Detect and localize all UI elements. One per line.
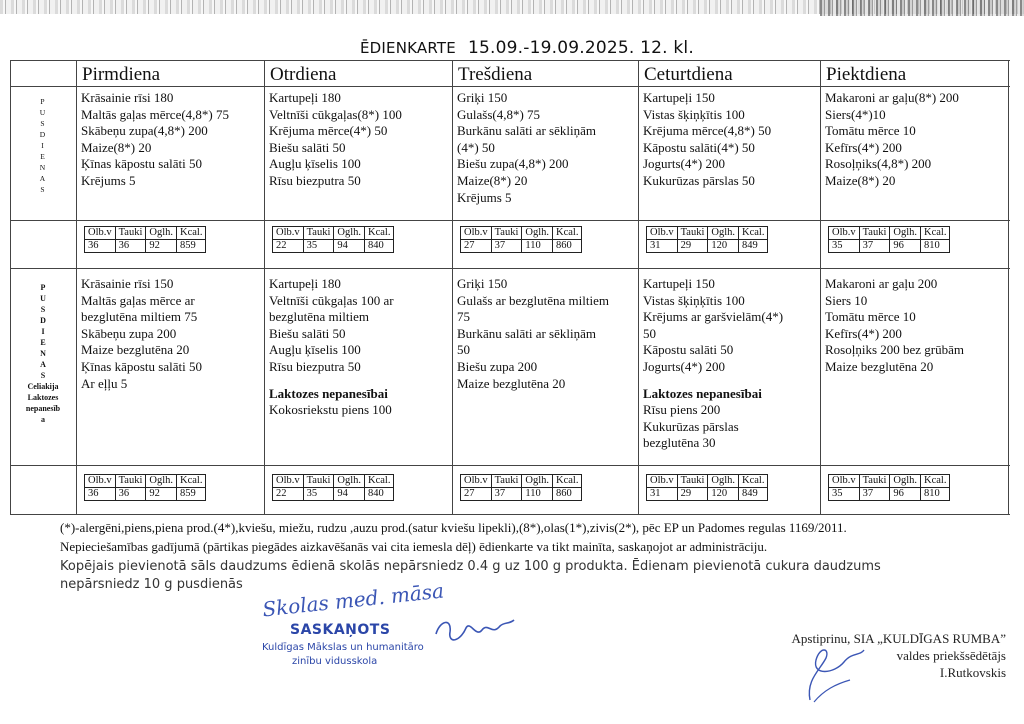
menu-item: bezglutēna miltiem 75 [81, 309, 198, 325]
nutrition-header: Olb.v [273, 475, 304, 488]
approval-line: Apstiprinu, SIA „KULDĪGAS RUMBA” [791, 631, 1006, 646]
salt-note-line-1: Kopējais pievienotā sāls daudzums ēdienā skolās nepārsniedz 0.4 g uz 100 g produkta. Ēdienam pievienotā cukura daudzums [60, 559, 881, 574]
day-header: Ceturtdiena [644, 64, 733, 85]
nutrition-header: Tauki [491, 475, 522, 488]
side-letter: S [40, 119, 46, 128]
menu-item: Krāsainie rīsi 150 [81, 276, 174, 291]
menu-item: Vistas šķiņķītis 100 [643, 106, 745, 122]
nutrition-value: 37 [491, 488, 522, 501]
allergen-footnote: (*)-alergēni,piens,piena prod.(4*),kviešu, miežu, rudzu ,auzu prod.(satur kviešu lipekli),(8*),olas(1*),zivis(2*), pēc EP un Padomes regulas 1169/2011. [60, 520, 847, 535]
menu-item: Maize(8*) 20 [81, 139, 152, 155]
menu-item: Skābeņu zupa 200 [81, 325, 177, 341]
grid-line [452, 60, 453, 515]
nutrition-header: Olb.v [85, 227, 116, 240]
side-letter: A [40, 360, 46, 369]
nutrition-header: Tauki [677, 227, 708, 240]
menu-item: Veltnīši cūkgaļas 100 ar [269, 292, 394, 308]
approval-stamp-title: SASKAŅOTS [290, 622, 391, 638]
menu-item: Kukurūzas pārslas 50 [643, 172, 755, 188]
nutrition-header: Olb.v [85, 475, 116, 488]
side-letter: P [40, 283, 46, 292]
menu-item: Kāpostu salāti(4*) 50 [643, 139, 755, 155]
nutrition-header: Kcal. [553, 475, 582, 488]
menu-item: Gulašs(4,8*) 75 [457, 106, 541, 122]
nutrition-value: 35 [303, 488, 334, 501]
menu-item: Tomātu mērce 10 [825, 123, 916, 139]
menu-item: Siers 10 [825, 292, 868, 308]
nutrition-value: 36 [85, 240, 116, 253]
side-letter: N [39, 163, 47, 172]
menu-item: Veltnīši cūkgaļas(8*) 100 [269, 106, 402, 122]
menu-item: Ar eļļu 5 [81, 375, 128, 391]
menu-item: Kartupeļi 180 [269, 276, 341, 291]
nutrition-header: Tauki [491, 227, 522, 240]
menu-item: Kartupeļi 150 [643, 276, 715, 291]
nutrition-value: 92 [146, 240, 177, 253]
menu-item: Krējuma mērce(4*) 50 [269, 123, 388, 139]
nutrition-header: Kcal. [739, 475, 768, 488]
nutrition-value: 840 [365, 488, 394, 501]
menu-item: Rosoļņiks(4,8*) 200 [825, 156, 932, 172]
nutrition-value: 94 [334, 240, 365, 253]
side-letter: N [40, 349, 46, 358]
nutrition-value: 35 [829, 488, 860, 501]
diet-menu [457, 276, 609, 392]
stamp-school-line-2: zinību vidusskola [292, 656, 378, 667]
nutrition-value: 120 [708, 488, 739, 501]
menu-item: 50 [457, 342, 470, 358]
title-text: ĒDIENKARTE [360, 39, 456, 57]
menu-item: Ķīnas kāpostu salāti 50 [81, 156, 202, 172]
nutrition-header: Oglh. [708, 475, 739, 488]
nutrition-header: Oglh. [334, 227, 365, 240]
grid-line [10, 268, 1010, 269]
day-header: Otrdiena [270, 64, 337, 85]
nutrition-value: 31 [647, 488, 678, 501]
menu-item: Krējums 5 [81, 172, 136, 188]
regular-menu [643, 90, 771, 190]
grid-line [820, 60, 821, 515]
nutrition-header: Olb.v [461, 227, 492, 240]
nutrition-table [828, 226, 950, 253]
diet-menu [825, 276, 964, 376]
side-diet-word: Laktozes [27, 393, 59, 402]
menu-item: Maize bezglutēna 20 [457, 375, 566, 391]
nutrition-value: 35 [303, 240, 334, 253]
side-letter: I [41, 327, 45, 336]
lactose-note-item: Kokosriekstu piens 100 [269, 402, 392, 418]
nutrition-header: Kcal. [365, 227, 394, 240]
diet-nutrition-table [84, 474, 206, 501]
menu-item: bezglutēna miltiem [269, 309, 369, 325]
regular-menu [825, 90, 959, 190]
menu-item: Maize(8*) 20 [825, 172, 896, 188]
nutrition-value: 22 [273, 488, 304, 501]
side-letter: E [40, 338, 46, 347]
nutrition-value: 31 [647, 240, 678, 253]
side-letter: E [40, 152, 46, 161]
nutrition-value: 37 [859, 240, 890, 253]
diet-nutrition-table [646, 474, 768, 501]
nutrition-value: 860 [553, 240, 582, 253]
nutrition-header: Olb.v [647, 227, 678, 240]
diet-nutrition-table [272, 474, 394, 501]
nutrition-value: 859 [177, 240, 206, 253]
menu-item: Krējuma mērce(4,8*) 50 [643, 123, 772, 139]
nutrition-value: 94 [334, 488, 365, 501]
nutrition-header: Olb.v [461, 475, 492, 488]
nutrition-header: Olb.v [273, 227, 304, 240]
nutrition-value: 37 [491, 240, 522, 253]
nutrition-header: Kcal. [365, 475, 394, 488]
menu-item: Vistas šķiņķītis 100 [643, 292, 745, 308]
menu-item: Jogurts(4*) 200 [643, 156, 725, 172]
diet-menu [269, 276, 394, 419]
nutrition-value: 37 [859, 488, 890, 501]
menu-item: Augļu ķīselis 100 [269, 342, 361, 358]
nutrition-header: Tauki [677, 475, 708, 488]
menu-item: Ķīnas kāpostu salāti 50 [81, 358, 202, 374]
menu-grid [10, 60, 1010, 515]
nutrition-value: 860 [553, 488, 582, 501]
side-letter: S [40, 185, 46, 194]
lactose-note-title: Laktozes nepanesībai [269, 385, 388, 401]
title-dates: 15.09.-19.09.2025. 12. kl. [467, 38, 694, 58]
stamp-school-line-1: Kuldīgas Mākslas un humanitāro [262, 642, 424, 653]
menu-item: (4*) 50 [457, 139, 495, 155]
nutrition-value: 36 [115, 240, 146, 253]
side-label-lunch [10, 96, 76, 195]
nutrition-value: 29 [677, 488, 708, 501]
approval-line: I.Rutkovskis [939, 665, 1006, 680]
menu-item: Kefīrs(4*) 200 [825, 139, 902, 155]
nutrition-value: 29 [677, 240, 708, 253]
regular-menu [81, 90, 229, 190]
lactose-note-item: bezglutēna 30 [643, 435, 716, 451]
menu-item: Burkānu salāti ar sēkliņām [457, 123, 596, 139]
day-header: Trešdiena [458, 64, 533, 85]
diet-nutrition-table [460, 474, 582, 501]
approval-line: valdes priekšsēdētājs [896, 648, 1006, 663]
nutrition-value: 92 [146, 488, 177, 501]
side-letter: P [40, 97, 46, 106]
menu-item: 50 [643, 325, 656, 341]
grid-line [10, 465, 1010, 466]
side-letter: D [39, 130, 47, 139]
side-label-diet-lunch [10, 282, 76, 425]
grid-line [10, 60, 1010, 61]
menu-item: Krējums 5 [457, 189, 512, 205]
side-letter: I [41, 141, 45, 150]
menu-item: Tomātu mērce 10 [825, 309, 916, 325]
nutrition-value: 120 [708, 240, 739, 253]
nutrition-table [460, 226, 582, 253]
nutrition-header: Tauki [115, 227, 146, 240]
menu-item: Jogurts(4*) 200 [643, 358, 725, 374]
nutrition-value: 810 [921, 240, 950, 253]
menu-item: Biešu salāti 50 [269, 325, 346, 341]
grid-line [10, 514, 1010, 515]
salt-note-line-2: nepārsniedz 10 g pusdienās [60, 577, 243, 592]
nutrition-header: Olb.v [829, 475, 860, 488]
nutrition-header: Kcal. [553, 227, 582, 240]
nutrition-header: Tauki [303, 475, 334, 488]
side-letter: S [40, 371, 46, 380]
nutrition-header: Kcal. [921, 227, 950, 240]
side-letter: U [39, 108, 47, 117]
nutrition-header: Oglh. [708, 227, 739, 240]
side-letter: A [39, 174, 47, 183]
menu-item: Rīsu biezputra 50 [269, 172, 361, 188]
menu-item: 75 [457, 309, 470, 325]
nutrition-value: 849 [739, 240, 768, 253]
menu-item: Griķi 150 [457, 276, 508, 291]
menu-item: Makaroni ar gaļu(8*) 200 [825, 90, 959, 105]
menu-item: Maize(8*) 20 [457, 172, 528, 188]
scan-artifact-dark [820, 0, 1024, 16]
nutrition-value: 840 [365, 240, 394, 253]
diet-menu [643, 276, 783, 452]
menu-item: Griķi 150 [457, 90, 508, 105]
menu-item: Makaroni ar gaļu 200 [825, 276, 938, 291]
menu-item: Kartupeļi 150 [643, 90, 715, 105]
approval-block [746, 630, 1006, 681]
grid-line [10, 86, 1010, 87]
nutrition-header: Oglh. [890, 227, 921, 240]
nutrition-table [84, 226, 206, 253]
nutrition-header: Oglh. [146, 227, 177, 240]
nutrition-value: 110 [522, 488, 553, 501]
nutrition-header: Oglh. [522, 227, 553, 240]
menu-item: Skābeņu zupa(4,8*) 200 [81, 123, 208, 139]
side-diet-word: Celiakija [27, 382, 59, 391]
menu-item: Burkānu salāti ar sēkliņām [457, 325, 596, 341]
side-letter: U [40, 294, 46, 303]
day-header: Piektdiena [826, 64, 907, 85]
grid-line [10, 220, 1010, 221]
grid-line [76, 60, 77, 515]
menu-item: Kāpostu salāti 50 [643, 342, 734, 358]
nutrition-value: 22 [273, 240, 304, 253]
nutrition-header: Oglh. [522, 475, 553, 488]
menu-item: Augļu ķīselis 100 [269, 156, 361, 172]
menu-item: Biešu zupa(4,8*) 200 [457, 156, 569, 172]
menu-item: Maize bezglutēna 20 [81, 342, 190, 358]
menu-item: Rīsu biezputra 50 [269, 358, 361, 374]
menu-item: Siers(4*)10 [825, 106, 886, 122]
menu-item: Gulašs ar bezglutēna miltiem [457, 292, 609, 308]
regular-menu [457, 90, 596, 206]
nutrition-header: Tauki [115, 475, 146, 488]
menu-item: Maize bezglutēna 20 [825, 358, 934, 374]
menu-item: Biešu zupa 200 [457, 358, 538, 374]
menu-item: Rosoļņiks 200 bez grūbām [825, 342, 965, 358]
nurse-signature-icon [430, 612, 520, 652]
menu-item: Maltās gaļas mērce(4,8*) 75 [81, 106, 230, 122]
nutrition-header: Olb.v [829, 227, 860, 240]
side-letter: S [40, 305, 46, 314]
grid-line [638, 60, 639, 515]
menu-item: Maltās gaļas mērce ar [81, 292, 195, 308]
nutrition-value: 27 [461, 488, 492, 501]
nutrition-value: 110 [522, 240, 553, 253]
nutrition-header: Kcal. [177, 227, 206, 240]
side-diet-word: a [41, 415, 45, 424]
nutrition-header: Tauki [859, 227, 890, 240]
lactose-note-item: Rīsu piens 200 [643, 402, 721, 418]
grid-line [264, 60, 265, 515]
nutrition-table [272, 226, 394, 253]
nutrition-value: 36 [85, 488, 116, 501]
nutrition-value: 27 [461, 240, 492, 253]
diet-nutrition-table [828, 474, 950, 501]
side-diet-word: nepanesīb [25, 404, 61, 413]
nutrition-value: 96 [890, 488, 921, 501]
nutrition-value: 96 [890, 240, 921, 253]
nutrition-header: Tauki [303, 227, 334, 240]
menu-item: Kefīrs(4*) 200 [825, 325, 902, 341]
nutrition-table [646, 226, 768, 253]
nutrition-header: Oglh. [334, 475, 365, 488]
menu-item: Biešu salāti 50 [269, 139, 346, 155]
page-title [360, 38, 720, 58]
menu-item: Krāsainie rīsi 180 [81, 90, 174, 105]
nutrition-header: Tauki [859, 475, 890, 488]
nutrition-value: 859 [177, 488, 206, 501]
regular-menu [269, 90, 402, 190]
nutrition-header: Oglh. [890, 475, 921, 488]
change-footnote: Nepieciešamības gadījumā (pārtikas piegādes aizkavēšanās vai cita iemesla dēļ) ēdienkarte va tikt mainīta, saskaņojot ar administrāciju. [60, 539, 768, 554]
nutrition-value: 36 [115, 488, 146, 501]
nutrition-header: Kcal. [177, 475, 206, 488]
menu-item: Kartupeļi 180 [269, 90, 341, 105]
nutrition-value: 35 [829, 240, 860, 253]
menu-item: Krējums ar garšvielām(4*) [643, 309, 784, 325]
side-letter: D [40, 316, 46, 325]
lactose-note-item: Kukurūzas pārslas [643, 418, 739, 434]
diet-menu [81, 276, 202, 392]
nutrition-header: Olb.v [647, 475, 678, 488]
nutrition-value: 849 [739, 488, 768, 501]
nutrition-header: Oglh. [146, 475, 177, 488]
lactose-note-title: Laktozes nepanesībai [643, 385, 762, 401]
nutrition-header: Kcal. [921, 475, 950, 488]
day-header: Pirmdiena [82, 64, 161, 85]
grid-line [1008, 60, 1009, 515]
nutrition-value: 810 [921, 488, 950, 501]
nurse-handwriting: Skolas med. māsa [261, 578, 445, 622]
nutrition-header: Kcal. [739, 227, 768, 240]
